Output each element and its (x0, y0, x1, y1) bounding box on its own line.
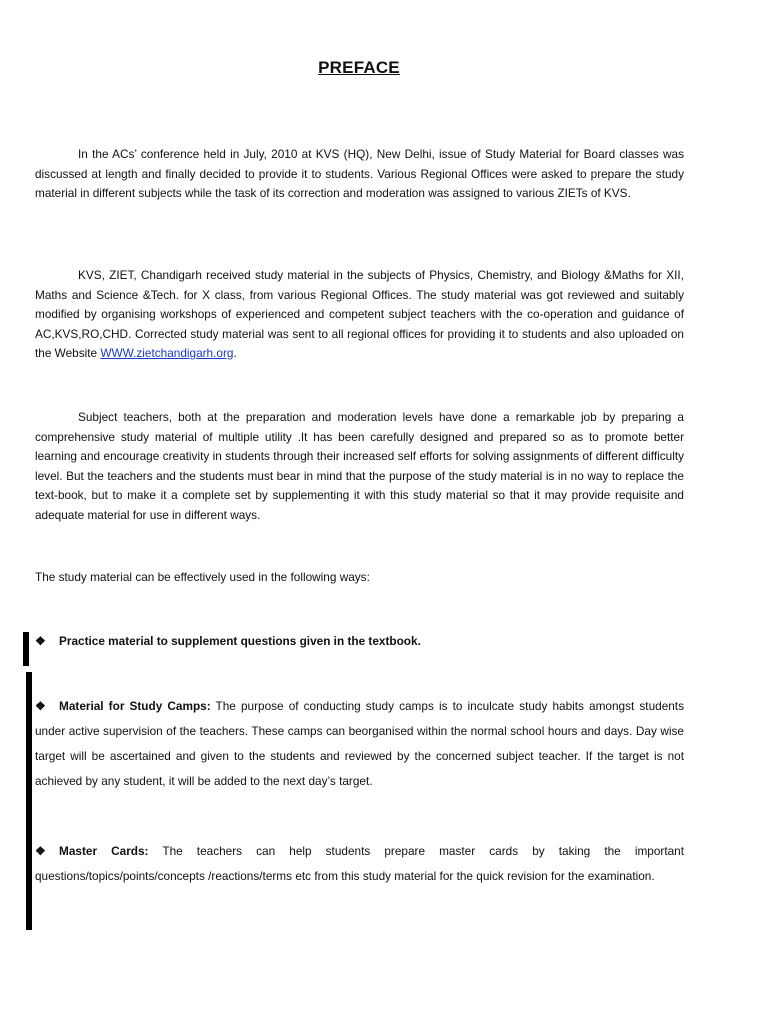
diamond-bullet-icon: ❖ (35, 844, 46, 858)
paragraph-text: In the ACs’ conference held in July, 2010 at KVS (HQ), New Delhi, issue of Study Material for Board classes was discussed at length and finally decided to provide it to students. Various Regional Offices were asked to prepare the study material in different subjects while the task of its correction and moderation was assigned to various ZIETs of KVS. (35, 147, 684, 200)
bullet-text: The purpose of conducting study camps is to inculcate study habits amongst students under active supervision of the teachers. These camps can beorganised within the normal school hours and days. Day wise target will be ascertained and given to the students and reviewed by the concerned subject teacher. If the target is not achieved by any student, it will be added to the next day’s target. (35, 699, 684, 788)
paragraph-text: Subject teachers, both at the preparation and moderation levels have done a remarkable job by preparing a comprehensive study material of multiple utility .It has been carefully designed and prepared so as to promote better learning and encourage creativity in students through their increased self efforts for solving assignments of different difficulty level. But the teachers and the students must bear in mind that the purpose of the study material is in no way to replace the text-book, but to make it a complete set by supplementing it with this study material so that it may provide requisite and adequate material for use in different ways. (35, 410, 684, 522)
bullet-master-cards (35, 839, 684, 889)
margin-bar (26, 672, 32, 930)
ways-intro (35, 568, 684, 588)
bullet-practice-material (35, 631, 684, 651)
bullet-text: The teachers can help students prepare master cards by taking the important questions/topics/points/concepts /reactions/terms etc from this study material for the quick revision for the examination. (35, 844, 684, 883)
bullet-heading: Material for Study Camps: (59, 699, 211, 713)
paragraph-ziet-chandigarh (35, 266, 684, 364)
bullet-heading: Master Cards: (59, 844, 149, 858)
bullet-study-camps (35, 694, 684, 794)
paragraph-end: . (233, 346, 237, 360)
diamond-bullet-icon: ❖ (35, 699, 46, 713)
paragraph-subject-teachers (35, 408, 684, 525)
website-link[interactable]: WWW.zietchandigarh.org (100, 346, 234, 360)
ways-intro-text: The study material can be effectively used in the following ways: (35, 570, 370, 584)
paragraph-text: KVS, ZIET, Chandigarh received study material in the subjects of Physics, Chemistry, and Biology &Maths for XII, Maths and Science &Tech. for X class, from various Regional Offices. The study material was got reviewed and suitably modified by organising workshops of experienced and competent subject teachers with the co-operation and guidance of AC,KVS,RO,CHD. Corrected study material was sent to all regional offices for providing it to students and also uploaded on the Website (35, 268, 684, 360)
diamond-bullet-icon: ❖ (35, 634, 46, 648)
page-title: PREFACE (318, 58, 400, 77)
bullet-heading: Practice material to supplement questions given in the textbook. (59, 634, 421, 648)
paragraph-acs-conference (35, 145, 684, 204)
margin-bar (23, 632, 29, 666)
